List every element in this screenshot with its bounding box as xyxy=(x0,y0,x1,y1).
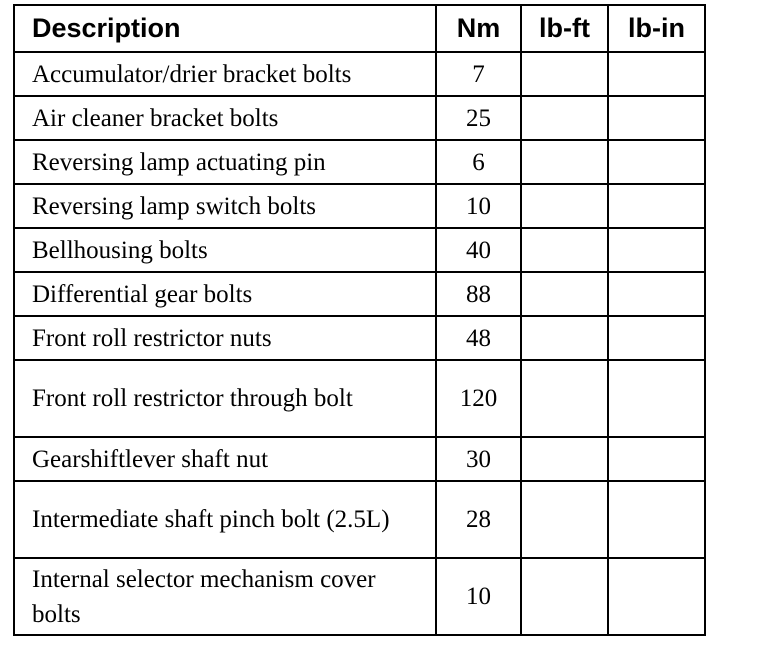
lb-in-cell xyxy=(608,52,705,96)
table-row xyxy=(14,140,705,184)
header-lb-ft: lb-ft xyxy=(521,5,608,52)
description-cell: Air cleaner bracket bolts xyxy=(14,96,436,140)
nm-cell: 88 xyxy=(436,272,521,316)
torque-spec-table xyxy=(13,4,706,636)
table-row xyxy=(14,96,705,140)
description-cell: Front roll restrictor nuts xyxy=(14,316,436,360)
description-cell: Front roll restrictor through bolt xyxy=(14,360,436,437)
nm-cell: 25 xyxy=(436,96,521,140)
header-lb-in: lb-in xyxy=(608,5,705,52)
lb-in-cell xyxy=(608,228,705,272)
lb-in-cell xyxy=(608,96,705,140)
description-cell: Reversing lamp actuating pin xyxy=(14,140,436,184)
nm-cell: 28 xyxy=(436,481,521,558)
table-row xyxy=(14,558,705,635)
nm-cell: 10 xyxy=(436,558,521,635)
description-cell: Internal selector mechanism cover bolts xyxy=(14,558,436,635)
lb-ft-cell xyxy=(521,272,608,316)
lb-ft-cell xyxy=(521,184,608,228)
nm-cell: 48 xyxy=(436,316,521,360)
lb-ft-cell xyxy=(521,96,608,140)
lb-in-cell xyxy=(608,184,705,228)
lb-ft-cell xyxy=(521,316,608,360)
lb-ft-cell xyxy=(521,52,608,96)
lb-ft-cell xyxy=(521,360,608,437)
lb-ft-cell xyxy=(521,558,608,635)
lb-in-cell xyxy=(608,481,705,558)
table-row xyxy=(14,316,705,360)
lb-in-cell xyxy=(608,140,705,184)
table-row xyxy=(14,184,705,228)
table-row xyxy=(14,52,705,96)
header-description: Description xyxy=(14,5,436,52)
header-row xyxy=(14,5,705,52)
header-nm: Nm xyxy=(436,5,521,52)
lb-ft-cell xyxy=(521,140,608,184)
lb-ft-cell xyxy=(521,228,608,272)
table-row xyxy=(14,228,705,272)
nm-cell: 6 xyxy=(436,140,521,184)
nm-cell: 120 xyxy=(436,360,521,437)
description-cell: Intermediate shaft pinch bolt (2.5L) xyxy=(14,481,436,558)
description-cell: Bellhousing bolts xyxy=(14,228,436,272)
table-row xyxy=(14,360,705,437)
lb-in-cell xyxy=(608,558,705,635)
nm-cell: 40 xyxy=(436,228,521,272)
lb-in-cell xyxy=(608,360,705,437)
description-cell: Reversing lamp switch bolts xyxy=(14,184,436,228)
table-row xyxy=(14,272,705,316)
lb-ft-cell xyxy=(521,437,608,481)
lb-in-cell xyxy=(608,272,705,316)
lb-in-cell xyxy=(608,437,705,481)
description-cell: Differential gear bolts xyxy=(14,272,436,316)
description-cell: Accumulator/drier bracket bolts xyxy=(14,52,436,96)
table-row xyxy=(14,481,705,558)
nm-cell: 7 xyxy=(436,52,521,96)
nm-cell: 30 xyxy=(436,437,521,481)
nm-cell: 10 xyxy=(436,184,521,228)
table-row xyxy=(14,437,705,481)
lb-in-cell xyxy=(608,316,705,360)
description-cell: Gearshiftlever shaft nut xyxy=(14,437,436,481)
lb-ft-cell xyxy=(521,481,608,558)
